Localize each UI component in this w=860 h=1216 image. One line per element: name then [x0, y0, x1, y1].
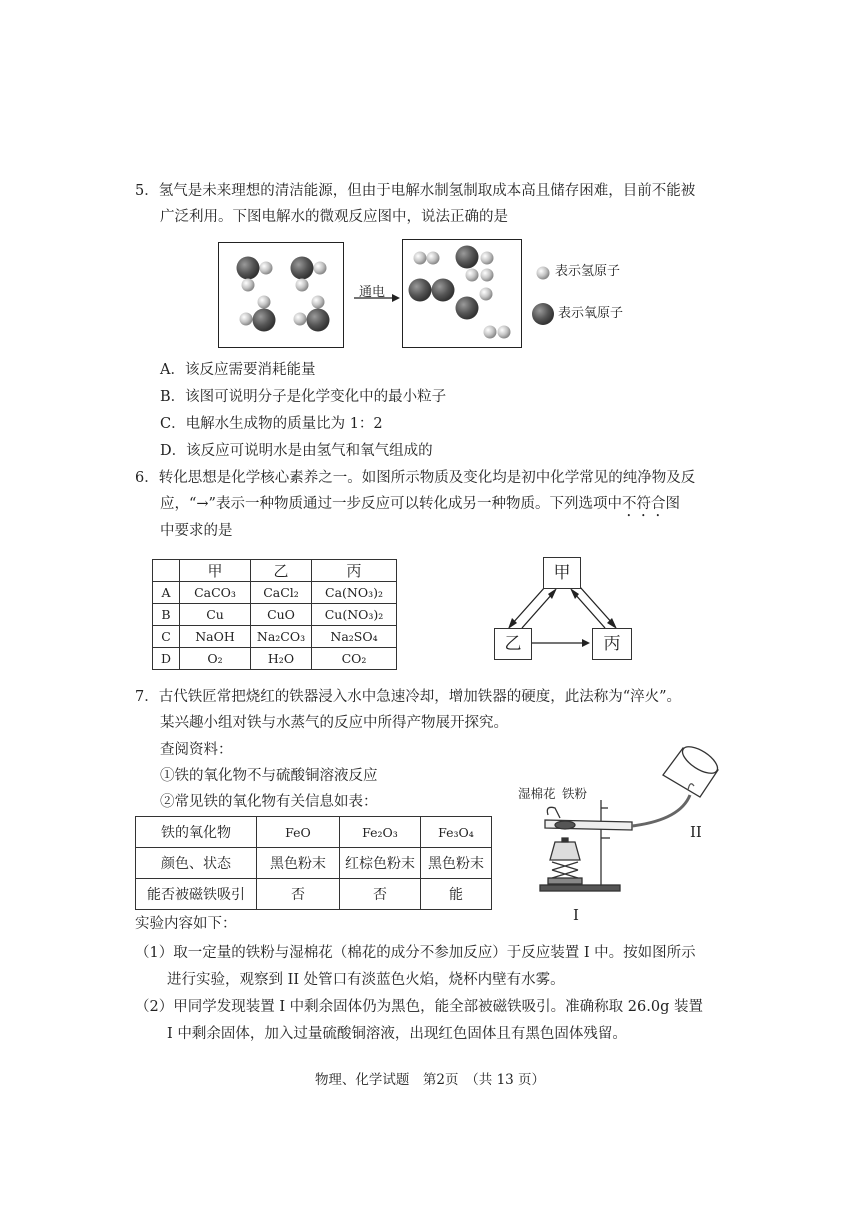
table-cell: D: [153, 648, 180, 670]
table-cell: 铁的氧化物: [136, 817, 257, 848]
node-yi: 乙: [494, 628, 532, 660]
table-cell: Na₂SO₄: [312, 626, 397, 648]
iron-oxide-table: [135, 816, 492, 910]
q7-stem-line2: 某兴趣小组对铁与水蒸气的反应中所得产物展开探究。: [160, 715, 508, 731]
table-header: 甲: [180, 560, 251, 582]
q6-stem-line3: 中要求的是: [160, 523, 233, 539]
table-header: 丙: [312, 560, 397, 582]
water-molecule: [237, 257, 273, 292]
table-cell: 否: [257, 879, 340, 910]
table-cell: B: [153, 604, 180, 626]
table-cell: Cu(NO₃)₂: [312, 604, 397, 626]
table-cell: C: [153, 626, 180, 648]
table-row: [153, 582, 397, 604]
q7-content-title: 实验内容如下：: [135, 916, 237, 932]
q6-stem-line1: 6．转化思想是化学核心素养之一。如图所示物质及变化均是初中化学常见的纯净物及反: [135, 470, 696, 486]
label-device-2: II: [690, 823, 702, 841]
table-cell: O₂: [180, 648, 251, 670]
table-cell: 黑色粉末: [257, 848, 340, 879]
q6-options-table: [152, 559, 397, 670]
oxygen-molecule: [409, 279, 455, 302]
table-row: [136, 848, 492, 879]
table-header-row: [153, 560, 397, 582]
label-iron-powder: 铁粉: [562, 786, 588, 801]
q7-reference-title: 查阅资料：: [160, 742, 233, 758]
table-cell: CaCl₂: [251, 582, 312, 604]
table-cell: CuO: [251, 604, 312, 626]
table-cell: Fe₂O₃: [340, 817, 421, 848]
table-header: 乙: [251, 560, 312, 582]
table-cell: FeO: [257, 817, 340, 848]
hydrogen-molecule: [484, 326, 511, 339]
table-cell: CO₂: [312, 648, 397, 670]
q5-option-b: B．该图可说明分子是化学变化中的最小粒子: [160, 389, 447, 405]
table-row: [153, 648, 397, 670]
table-row: [153, 626, 397, 648]
hydrogen-molecule: [414, 252, 440, 265]
q6-stem-line2: 应，“→”表示一种物质通过一步反应可以转化成另一种物质。下列选项中不符合图: [160, 496, 680, 512]
table-row: [153, 604, 397, 626]
q7-part1-line2: 进行实验，观察到 II 处管口有淡蓝色火焰，烧杯内壁有水雾。: [167, 972, 565, 988]
apparatus-drawing: [540, 742, 722, 891]
water-molecule: [240, 296, 276, 332]
q7-part2-line1: （2）甲同学发现装置 I 中剩余固体仍为黑色，能全部被磁铁吸引。准确称取 26.0g 装置: [135, 999, 703, 1015]
reaction-arrow: [354, 294, 400, 302]
table-cell: Fe₃O₄: [421, 817, 492, 848]
table-row: [136, 817, 492, 848]
table-header: [153, 560, 180, 582]
q7-part1-line1: （1）取一定量的铁粉与湿棉花（棉花的成分不参加反应）于反应装置 I 中。按如图所示: [135, 945, 696, 961]
table-cell: CaCO₃: [180, 582, 251, 604]
table-cell: NaOH: [180, 626, 251, 648]
node-jia: 甲: [543, 557, 581, 589]
page-footer: 物理、化学试题 第2页 （共 13 页）: [314, 1072, 546, 1088]
q5-stem-line1: 5．氢气是未来理想的清洁能源，但由于电解水制氢制取成本高且储存困难，目前不能被: [135, 183, 696, 199]
node-bing: 丙: [592, 628, 632, 660]
q7-note2: ②常见铁的氧化物有关信息如表：: [160, 794, 378, 810]
q5-option-a: A．该反应需要消耗能量: [160, 362, 316, 378]
table-cell: 黑色粉末: [421, 848, 492, 879]
table-cell: Cu: [180, 604, 251, 626]
q7-part2-line2: I 中剩余固体，加入过量硫酸铜溶液，出现红色固体且有黑色固体残留。: [167, 1026, 627, 1042]
q7-stem-line1: 7．古代铁匠常把烧红的铁器浸入水中急速冷却，增加铁器的硬度，此法称为“淬火”。: [135, 689, 682, 705]
table-cell: H₂O: [251, 648, 312, 670]
q6-emphasis: 不符合: [621, 496, 666, 512]
table-row: [136, 879, 492, 910]
water-molecule: [294, 296, 330, 332]
q5-option-c: C．电解水生成物的质量比为 1：2: [160, 416, 383, 432]
table-cell: 能否被磁铁吸引: [136, 879, 257, 910]
q7-note1: ①铁的氧化物不与硫酸铜溶液反应: [160, 768, 378, 784]
arrow-label: 通电: [359, 285, 386, 300]
q5-option-d: D．该反应可说明水是由氢气和氧气组成的: [160, 443, 433, 459]
q5-stem-line2: 广泛利用。下图电解水的微观反应图中，说法正确的是: [160, 209, 508, 225]
legend-hydrogen-label: 表示氢原子: [555, 264, 621, 279]
table-cell: 红棕色粉末: [340, 848, 421, 879]
legend-oxygen-label: 表示氧原子: [558, 306, 624, 321]
table-cell: Na₂CO₃: [251, 626, 312, 648]
table-cell: Ca(NO₃)₂: [312, 582, 397, 604]
label-device-1: I: [573, 906, 579, 924]
water-molecule: [291, 257, 327, 292]
table-cell: 能: [421, 879, 492, 910]
table-cell: A: [153, 582, 180, 604]
table-cell: 否: [340, 879, 421, 910]
oxygen-molecule: [456, 246, 479, 320]
legend-oxygen-atom: [532, 303, 554, 325]
label-wet-cotton: 湿棉花: [518, 786, 556, 801]
table-cell: 颜色、状态: [136, 848, 257, 879]
legend-hydrogen-atom: [537, 267, 550, 280]
hydrogen-molecule: [466, 269, 494, 282]
